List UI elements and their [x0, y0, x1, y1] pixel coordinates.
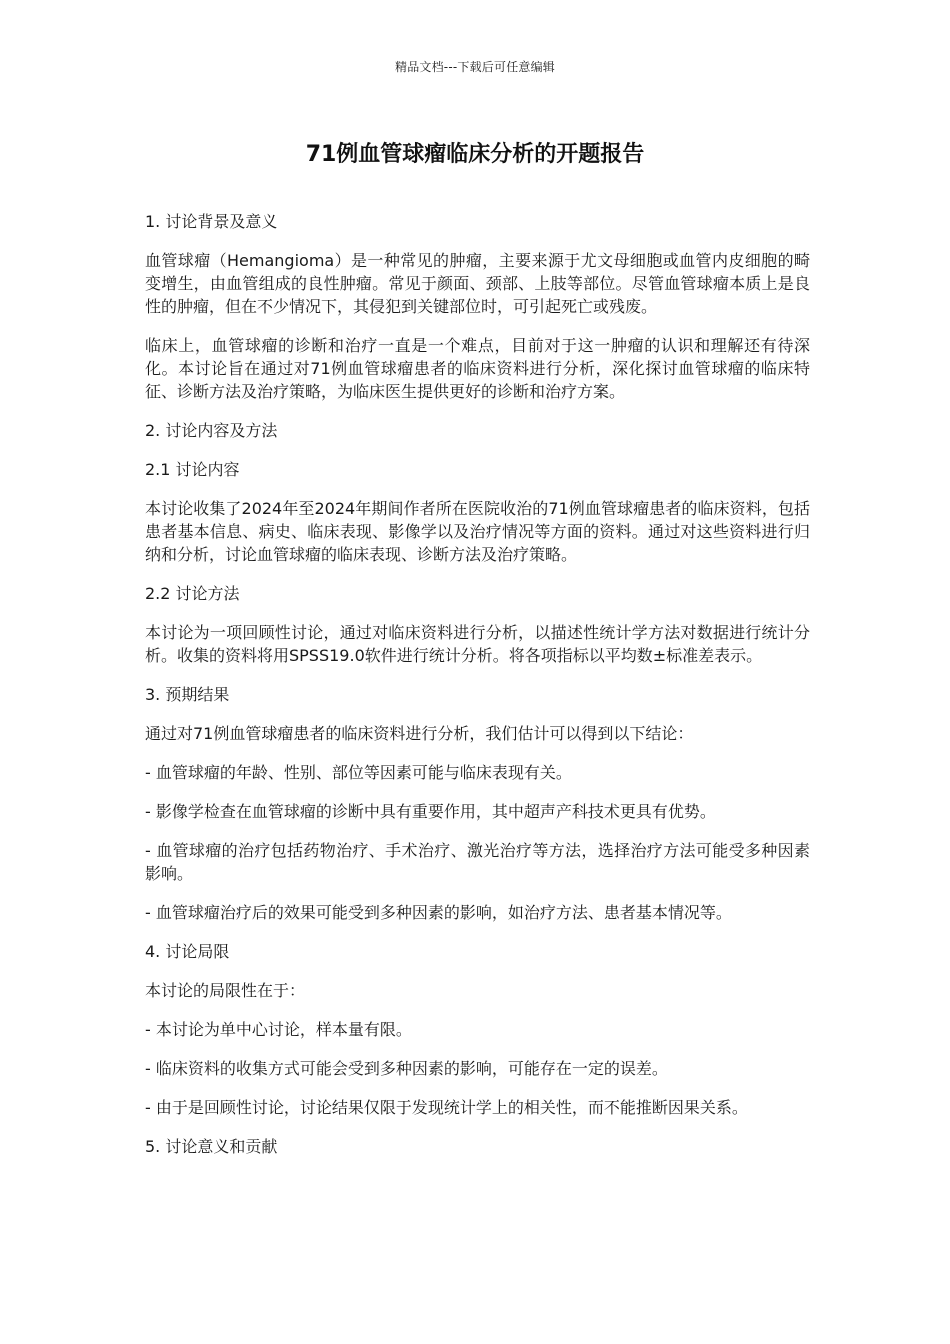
list-item: - 临床资料的收集方式可能会受到多种因素的影响，可能存在一定的误差。 [145, 1059, 668, 1078]
section-heading: 4. 讨论局限 [145, 942, 230, 961]
paragraph: 本讨论收集了2024年至2024年期间作者所在医院收治的71例血管球瘤患者的临床资料，包括患者基本信息、病史、临床表现、影像学以及治疗情况等方面的资料。通过对这些资料进行归纳和分析，讨论血管球瘤的临床表现、诊断方法及治疗策略。 [145, 499, 810, 564]
paragraph: 本讨论的局限性在于： [145, 981, 306, 1000]
section-heading: 1. 讨论背景及意义 [145, 212, 278, 231]
list-item: - 血管球瘤的年龄、性别、部位等因素可能与临床表现有关。 [145, 763, 572, 782]
section-heading: 3. 预期结果 [145, 685, 230, 704]
list-item: - 本讨论为单中心讨论，样本量有限。 [145, 1020, 412, 1039]
running-header: 精品文档---下载后可任意编辑 [395, 60, 555, 74]
subsection-heading: 2.2 讨论方法 [145, 584, 240, 603]
list-item: - 血管球瘤的治疗包括药物治疗、手术治疗、激光治疗等方法，选择治疗方法可能受多种因素影响。 [145, 841, 810, 883]
document-body [145, 210, 810, 1174]
paragraph: 通过对71例血管球瘤患者的临床资料进行分析，我们估计可以得到以下结论： [145, 724, 694, 743]
subsection-heading: 2.1 讨论内容 [145, 460, 240, 479]
list-item: - 影像学检查在血管球瘤的诊断中具有重要作用，其中超声产科技术更具有优势。 [145, 802, 716, 821]
paragraph: 临床上，血管球瘤的诊断和治疗一直是一个难点，目前对于这一肿瘤的认识和理解还有待深化。本讨论旨在通过对71例血管球瘤患者的临床资料进行分析，深化探讨血管球瘤的临床特征、诊断方法及治疗策略，为临床医生提供更好的诊断和治疗方案。 [145, 336, 810, 401]
paragraph: 血管球瘤（Hemangioma）是一种常见的肿瘤，主要来源于尤文母细胞或血管内皮细胞的畸变增生，由血管组成的良性肿瘤。常见于颜面、颈部、上肢等部位。尽管血管球瘤本质上是良性的肿瘤，但在不少情况下，其侵犯到关键部位时，可引起死亡或残废。 [145, 251, 810, 316]
paragraph: 本讨论为一项回顾性讨论，通过对临床资料进行分析，以描述性统计学方法对数据进行统计分析。收集的资料将用SPSS19.0软件进行统计分析。将各项指标以平均数±标准差表示。 [145, 623, 810, 665]
section-heading: 2. 讨论内容及方法 [145, 421, 278, 440]
list-item: - 由于是回顾性讨论，讨论结果仅限于发现统计学上的相关性，而不能推断因果关系。 [145, 1098, 748, 1117]
list-item: - 血管球瘤治疗后的效果可能受到多种因素的影响，如治疗方法、患者基本情况等。 [145, 903, 732, 922]
document-title: 71例血管球瘤临床分析的开题报告 [305, 142, 645, 167]
section-heading: 5. 讨论意义和贡献 [145, 1137, 278, 1156]
